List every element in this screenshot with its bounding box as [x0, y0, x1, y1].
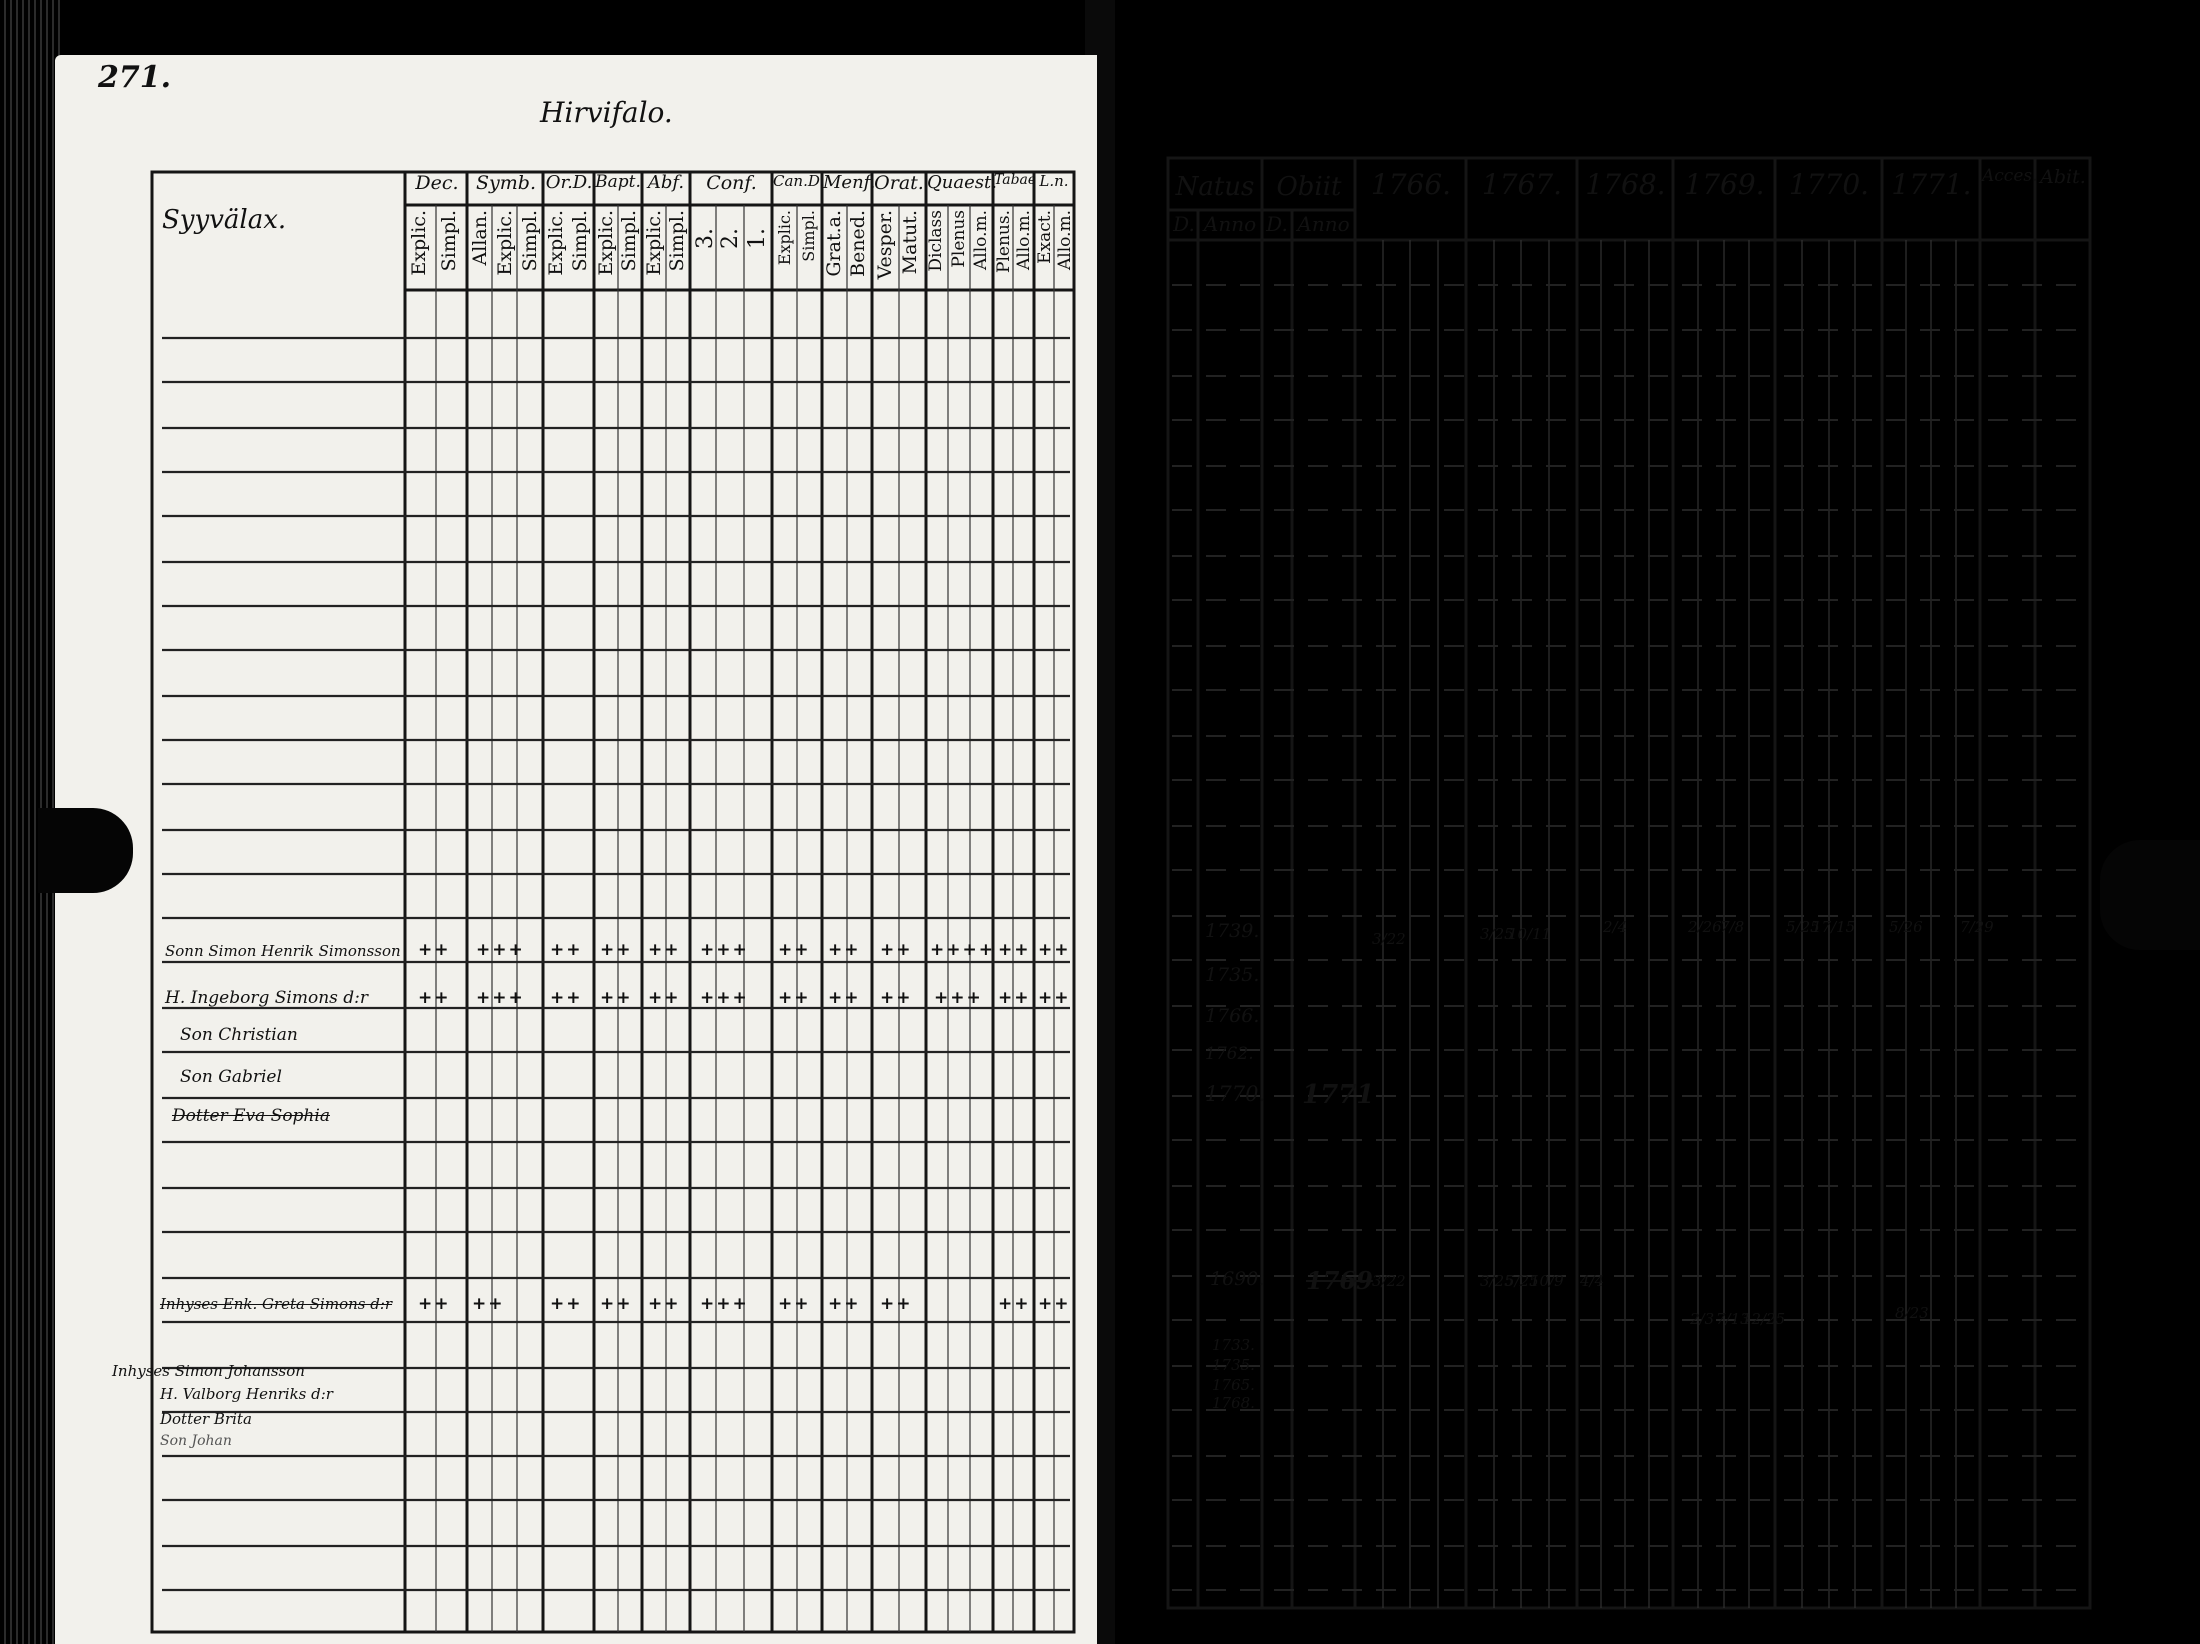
- catechism-mark: ++: [550, 940, 583, 960]
- hdr-dec: Dec.: [415, 172, 459, 194]
- birth-year: 1770.: [1205, 1082, 1266, 1106]
- catechism-mark: ++++: [930, 940, 995, 960]
- hdr-ord: Or.D.: [545, 172, 593, 193]
- person-name: Inhyses Enk. Greta Simons d:r: [160, 1295, 393, 1313]
- person-name: H. Valborg Henriks d:r: [160, 1385, 333, 1403]
- catechism-mark: ++: [880, 940, 913, 960]
- catechism-mark: ++: [880, 1294, 913, 1314]
- death-year: 1769: [1306, 1266, 1373, 1295]
- hdr-quaest: Quaest.: [927, 172, 997, 193]
- sub-ln-allo: Allo.m.: [1055, 210, 1075, 271]
- person-name: H. Ingeborg Simons d:r: [165, 988, 369, 1008]
- sub-cand-explic: Explic.: [775, 210, 794, 266]
- catechism-mark: ++: [1038, 940, 1071, 960]
- sub-conf-1: 1.: [745, 228, 770, 249]
- hdr-abs: Abf.: [647, 172, 685, 193]
- catechism-mark: ++: [418, 988, 451, 1008]
- catechism-mark: ++: [778, 940, 811, 960]
- birth-year: 1739.: [1205, 920, 1260, 942]
- communion-note: 4/4: [1580, 1272, 1605, 1290]
- catechism-mark: ++: [648, 988, 681, 1008]
- catechism-mark: ++: [648, 1294, 681, 1314]
- catechism-mark: ++: [550, 988, 583, 1008]
- sub-quaest-diclass: Diclass: [926, 210, 946, 272]
- sub-abs-simpl: Simpl.: [666, 210, 688, 272]
- catechism-mark: ++: [648, 940, 681, 960]
- communion-note: 7/8: [1720, 918, 1745, 936]
- catechism-mark: +++: [476, 940, 525, 960]
- communion-note: 3/22: [1372, 930, 1406, 948]
- right-page-tab: [2100, 840, 2200, 950]
- person-name: Dotter Brita: [160, 1410, 252, 1428]
- birth-year: 1690.: [1210, 1268, 1265, 1290]
- hdr-mens: Menf.: [823, 172, 876, 193]
- person-name: Son Gabriel: [180, 1067, 282, 1087]
- sub-abs-explic: Explic.: [643, 210, 665, 276]
- sub-bapt-simpl: Simpl.: [618, 210, 640, 272]
- hdr-cand: Can.D.: [773, 172, 825, 190]
- sub-quaest-plenus: Plenus: [949, 210, 969, 268]
- hdr-ln: L.n.: [1039, 172, 1069, 190]
- hdr-orat: Orat.: [874, 172, 924, 194]
- communion-note: 12/25: [1742, 1310, 1786, 1328]
- catechism-mark: ++: [418, 940, 451, 960]
- sub-cand-simpl: Simpl.: [799, 210, 818, 262]
- hdr-obiit-anno: Anno: [1297, 212, 1350, 236]
- communion-note: 8/23: [1895, 1304, 1929, 1322]
- birth-year: 1768.: [1212, 1394, 1255, 1412]
- hdr-conf: Conf.: [706, 172, 757, 194]
- catechism-mark: +++: [700, 988, 749, 1008]
- communion-note: 3/25: [1480, 925, 1514, 943]
- place-title: Hirvifalo.: [540, 96, 673, 129]
- catechism-mark: ++: [778, 988, 811, 1008]
- catechism-mark: ++: [472, 1294, 505, 1314]
- person-name: Son Christian: [180, 1025, 298, 1045]
- person-name: Dotter Eva Sophia: [172, 1106, 330, 1126]
- catechism-mark: +++: [700, 940, 749, 960]
- communion-note: 17/15: [1812, 918, 1856, 936]
- catechism-mark: ++: [998, 1294, 1031, 1314]
- birth-year: 1735.: [1212, 1356, 1255, 1374]
- hdr-accessit: Acces.: [1982, 166, 2038, 186]
- catechism-mark: ++: [828, 988, 861, 1008]
- catechism-mark: ++: [828, 940, 861, 960]
- catechism-mark: ++: [418, 1294, 451, 1314]
- hdr-natus: Natus: [1175, 172, 1255, 202]
- death-year: 1771: [1302, 1080, 1375, 1110]
- communion-note: 5/26: [1889, 918, 1923, 936]
- hdr-abiit: Abit.: [2040, 166, 2086, 188]
- catechism-mark: ++: [600, 940, 633, 960]
- birth-year: 1733.: [1212, 1336, 1255, 1354]
- communion-note: 7/29: [1960, 918, 1994, 936]
- birth-year: 1762.: [1205, 1044, 1254, 1064]
- catechism-mark: +++: [934, 988, 983, 1008]
- hdr-bapt: Bapt.: [595, 172, 641, 192]
- communion-note: 2/3: [1690, 1310, 1715, 1328]
- catechism-mark: ++: [828, 1294, 861, 1314]
- hdr-year-1769: 1769.: [1684, 168, 1765, 201]
- person-name: Inhyses Simon Johansson: [112, 1362, 305, 1380]
- birth-year: 1766.: [1205, 1005, 1260, 1027]
- hdr-symb: Symb.: [476, 172, 536, 194]
- catechism-mark: ++: [998, 988, 1031, 1008]
- sub-mens-bened: Bened.: [847, 210, 869, 277]
- catechism-mark: ++: [1038, 1294, 1071, 1314]
- sub-quaest-allo: Allo.m.: [971, 210, 991, 271]
- catechism-mark: ++: [600, 1294, 633, 1314]
- sub-dec-simpl: Simpl.: [438, 210, 460, 272]
- sub-symb-simpl: Simpl.: [519, 210, 541, 272]
- communion-note: 7/13: [1716, 1310, 1750, 1328]
- birth-year: 1765.: [1212, 1376, 1255, 1394]
- communion-note: 2/4: [1603, 918, 1628, 936]
- catechism-mark: ++: [550, 1294, 583, 1314]
- sub-conf-2: 2.: [718, 228, 743, 249]
- sub-symb-allan: Allan.: [469, 210, 491, 266]
- communion-note: 10/11: [1508, 925, 1552, 943]
- catechism-mark: ++: [998, 940, 1031, 960]
- communion-note: 5/25: [1786, 918, 1820, 936]
- catechism-mark: +++: [476, 988, 525, 1008]
- sub-tabae-plenus: Plenus.: [994, 210, 1014, 273]
- communion-note: 10/9: [1530, 1272, 1564, 1290]
- sub-orat-vesper: Vesper.: [874, 210, 896, 280]
- hdr-year-1766: 1766.: [1370, 168, 1452, 201]
- hdr-obiit: Obiit: [1276, 172, 1342, 202]
- sub-ord-simpl: Simpl.: [569, 210, 591, 272]
- section-label: Syyvälax.: [162, 205, 287, 235]
- person-name: Son Johan: [160, 1433, 232, 1449]
- hdr-tabae: Tabae: [994, 172, 1037, 188]
- sub-dec-explic: Explic.: [408, 210, 430, 276]
- sub-symb-explic: Explic.: [494, 210, 516, 276]
- catechism-mark: ++: [778, 1294, 811, 1314]
- catechism-mark: ++: [1038, 988, 1071, 1008]
- sub-mens-grat: Grat.a.: [823, 210, 845, 277]
- communion-note: 3/25: [1480, 1272, 1514, 1290]
- hdr-natus-anno: Anno: [1203, 212, 1257, 236]
- catechism-mark: ++: [600, 988, 633, 1008]
- catechism-mark: +++: [700, 1294, 749, 1314]
- person-name: Sonn Simon Henrik Simonsson: [165, 942, 401, 960]
- sub-ord-explic: Explic.: [545, 210, 567, 276]
- hdr-year-1767: 1767.: [1481, 168, 1563, 201]
- catechism-mark: ++: [880, 988, 913, 1008]
- hdr-year-1768: 1768.: [1585, 168, 1666, 201]
- sub-conf-3: 3.: [693, 228, 718, 249]
- hdr-obiit-d: D.: [1266, 212, 1288, 236]
- sub-tabae-allo: Allo.m.: [1014, 210, 1034, 271]
- birth-year: 1735.: [1205, 964, 1260, 986]
- communion-note: 2/26: [1688, 918, 1722, 936]
- page-number: 271.: [98, 60, 172, 95]
- communion-note: 3/22: [1372, 1272, 1406, 1290]
- sub-ln-exact: Exact.: [1035, 210, 1055, 264]
- hdr-year-1771: 1771.: [1891, 168, 1972, 201]
- sub-bapt-explic: Explic.: [595, 210, 617, 276]
- hdr-year-1770: 1770.: [1788, 168, 1870, 201]
- hdr-natus-d: D.: [1173, 212, 1195, 236]
- communion-note: 5/25: [1505, 1272, 1539, 1290]
- sub-orat-matut: Matut.: [899, 210, 921, 275]
